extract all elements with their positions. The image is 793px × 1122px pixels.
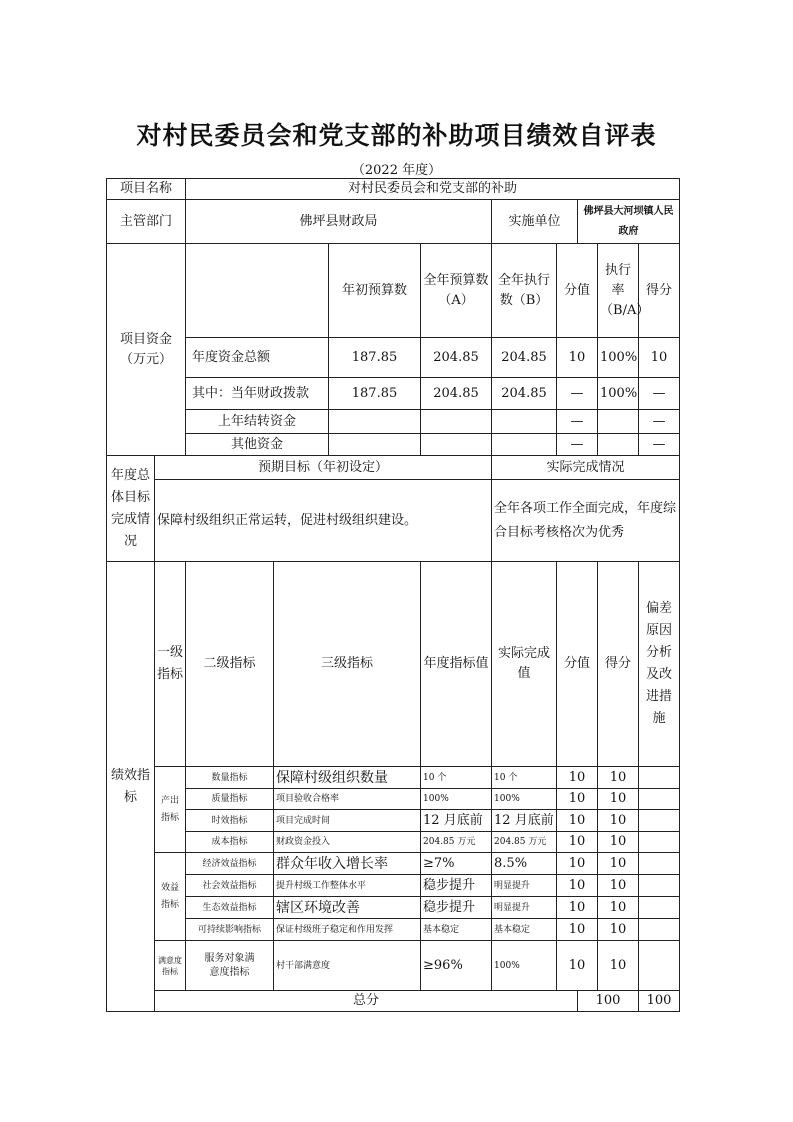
indicator-score-value: 10: [557, 875, 598, 897]
perf-group-output: 产出指标: [155, 767, 186, 853]
indicator-target: 100%: [421, 789, 492, 810]
indicator-deviation: [639, 897, 680, 919]
indicator-level2: 数量指标: [186, 767, 274, 789]
indicator-target: 稳步提升: [421, 897, 492, 919]
indicator-actual: 基本稳定: [492, 919, 557, 941]
goal-actual: 全年各项工作全面完成，年度综合目标考核格次为优秀: [492, 480, 680, 562]
fund-row-init: 187.85: [329, 378, 421, 410]
indicator-deviation: [639, 767, 680, 789]
fund-row-rate: [598, 410, 639, 434]
fund-row-rate: 100%: [598, 338, 639, 378]
fund-row-exec: 204.85: [492, 338, 557, 378]
fund-row: [107, 434, 680, 456]
perf-header-score: 得分: [598, 562, 639, 767]
fund-row-score: —: [639, 410, 680, 434]
fund-label: 项目资金（万元）: [107, 244, 186, 456]
fund-row-score: —: [639, 378, 680, 410]
perf-header-actual: 实际完成值: [492, 562, 557, 767]
indicator-level3: 保障村级组织数量: [274, 767, 421, 789]
perf-header-level2: 二级指标: [186, 562, 274, 767]
project-name: 对村民委员会和党支部的补助: [186, 179, 680, 200]
indicator-score: 10: [598, 853, 639, 875]
indicator-row: [107, 853, 680, 875]
indicator-row: [107, 767, 680, 789]
perf-header-target: 年度指标值: [421, 562, 492, 767]
impl-label: 实施单位: [492, 200, 578, 244]
fund-row-score-value: —: [557, 410, 598, 434]
fund-header-budget: 全年预算数（A）: [421, 244, 492, 338]
fund-row-score: 10: [639, 338, 680, 378]
indicator-score-value: 10: [557, 832, 598, 853]
indicator-target: ≥96%: [421, 941, 492, 991]
indicator-target: 稳步提升: [421, 875, 492, 897]
indicator-actual: 100%: [492, 941, 557, 991]
fund-row-name: 年度资金总额: [186, 338, 329, 378]
indicator-row: [107, 919, 680, 941]
dept-label: 主管部门: [107, 200, 186, 244]
indicator-deviation: [639, 853, 680, 875]
indicator-score-value: 10: [557, 810, 598, 832]
indicator-level3: 村干部满意度: [274, 941, 421, 991]
fund-header-score-value: 分值: [557, 244, 598, 338]
indicator-row: [107, 810, 680, 832]
indicator-level3: 项目验收合格率: [274, 789, 421, 810]
indicator-target: 12 月底前: [421, 810, 492, 832]
indicator-score: 10: [598, 875, 639, 897]
dept-name: 佛坪县财政局: [186, 200, 492, 244]
indicator-target: 204.85 万元: [421, 832, 492, 853]
fund-header-score: 得分: [639, 244, 680, 338]
indicator-level3: 群众年收入增长率: [274, 853, 421, 875]
indicator-level2: 经济效益指标: [186, 853, 274, 875]
indicator-level2: 社会效益指标: [186, 875, 274, 897]
indicator-level2: 时效指标: [186, 810, 274, 832]
fund-row: [107, 378, 680, 410]
fund-row-name: 其他资金: [186, 434, 329, 456]
indicator-deviation: [639, 941, 680, 991]
goal-expected: 保障村级组织正常运转，促进村级组织建设。: [155, 480, 492, 562]
indicator-target: 10 个: [421, 767, 492, 789]
fund-header-exec: 全年执行数（B）: [492, 244, 557, 338]
project-name-label: 项目名称: [107, 179, 186, 200]
indicator-actual: 明显提升: [492, 897, 557, 919]
fund-row-score-value: —: [557, 378, 598, 410]
perf-group-satisfaction: 满意度指标: [155, 941, 186, 991]
indicator-row: [107, 941, 680, 991]
perf-header-level1: 一级指标: [155, 562, 186, 767]
evaluation-table: [106, 178, 680, 1012]
indicator-score: 10: [598, 919, 639, 941]
indicator-score-value: 10: [557, 919, 598, 941]
fund-row-rate: 100%: [598, 378, 639, 410]
fund-row-budget: [421, 434, 492, 456]
indicator-level2: 服务对象满意度指标: [186, 941, 274, 991]
indicator-deviation: [639, 810, 680, 832]
indicator-score-value: 10: [557, 767, 598, 789]
indicator-row: [107, 897, 680, 919]
indicator-deviation: [639, 789, 680, 810]
indicator-level2: 可持续影响指标: [186, 919, 274, 941]
indicator-score: 10: [598, 832, 639, 853]
fund-row-score-value: 10: [557, 338, 598, 378]
page-title: 对村民委员会和党支部的补助项目绩效自评表: [136, 121, 657, 150]
fund-row: [107, 338, 680, 378]
indicator-level2: 成本指标: [186, 832, 274, 853]
fund-row-rate: [598, 434, 639, 456]
fund-row-exec: [492, 410, 557, 434]
indicator-actual: 204.85 万元: [492, 832, 557, 853]
indicator-score-value: 10: [557, 897, 598, 919]
indicator-actual: 明显提升: [492, 875, 557, 897]
fund-row-init: [329, 434, 421, 456]
indicator-level2: 生态效益指标: [186, 897, 274, 919]
perf-group-benefit: 效益指标: [155, 853, 186, 941]
total-score-value: 100: [578, 991, 639, 1012]
indicator-row: [107, 789, 680, 810]
indicator-level3: 提升村级工作整体水平: [274, 875, 421, 897]
indicator-score: 10: [598, 767, 639, 789]
indicator-score: 10: [598, 789, 639, 810]
impl-unit: 佛坪县大河坝镇人民政府: [578, 200, 680, 244]
indicator-score: 10: [598, 941, 639, 991]
fund-header-init: 年初预算数: [329, 244, 421, 338]
perf-header-level3: 三级指标: [274, 562, 421, 767]
fund-row-name: 其中：当年财政拨款: [186, 378, 329, 410]
fund-row: [107, 410, 680, 434]
fund-row-budget: 204.85: [421, 378, 492, 410]
indicator-row: [107, 832, 680, 853]
fund-row-score: —: [639, 434, 680, 456]
perf-label: 绩效指标: [107, 562, 155, 1012]
fund-row-budget: 204.85: [421, 338, 492, 378]
fund-row-budget: [421, 410, 492, 434]
fund-row-exec: [492, 434, 557, 456]
fund-header-empty: [186, 244, 329, 338]
fund-row-init: [329, 410, 421, 434]
fund-row-init: 187.85: [329, 338, 421, 378]
indicator-level3: 辖区环境改善: [274, 897, 421, 919]
perf-header-deviation: 偏差原因分析及改进措施: [639, 562, 680, 767]
goal-label: 年度总体目标完成情况: [107, 456, 155, 562]
total-label: 总分: [155, 991, 578, 1012]
indicator-score-value: 10: [557, 941, 598, 991]
fund-row-exec: 204.85: [492, 378, 557, 410]
indicator-level2: 质量指标: [186, 789, 274, 810]
report-year: （2022 年度）: [351, 163, 442, 178]
indicator-actual: 8.5%: [492, 853, 557, 875]
indicator-score: 10: [598, 810, 639, 832]
indicator-score-value: 10: [557, 853, 598, 875]
indicator-deviation: [639, 875, 680, 897]
total-row: [107, 991, 680, 1012]
perf-header-score-value: 分值: [557, 562, 598, 767]
indicator-deviation: [639, 832, 680, 853]
fund-row-name: 上年结转资金: [186, 410, 329, 434]
indicator-level3: 项目完成时间: [274, 810, 421, 832]
indicator-level3: 财政资金投入: [274, 832, 421, 853]
fund-header-rate: 执行率（B/A）: [598, 244, 639, 338]
indicator-target: 基本稳定: [421, 919, 492, 941]
indicator-actual: 12 月底前: [492, 810, 557, 832]
indicator-target: ≥7%: [421, 853, 492, 875]
indicator-level3: 保证村级班子稳定和作用发挥: [274, 919, 421, 941]
indicator-deviation: [639, 919, 680, 941]
indicator-actual: 10 个: [492, 767, 557, 789]
fund-row-score-value: —: [557, 434, 598, 456]
indicator-row: [107, 875, 680, 897]
goal-actual-label: 实际完成情况: [492, 456, 680, 480]
total-score: 100: [639, 991, 680, 1012]
indicator-actual: 100%: [492, 789, 557, 810]
indicator-score: 10: [598, 897, 639, 919]
indicator-score-value: 10: [557, 789, 598, 810]
goal-expected-label: 预期目标（年初设定）: [155, 456, 492, 480]
